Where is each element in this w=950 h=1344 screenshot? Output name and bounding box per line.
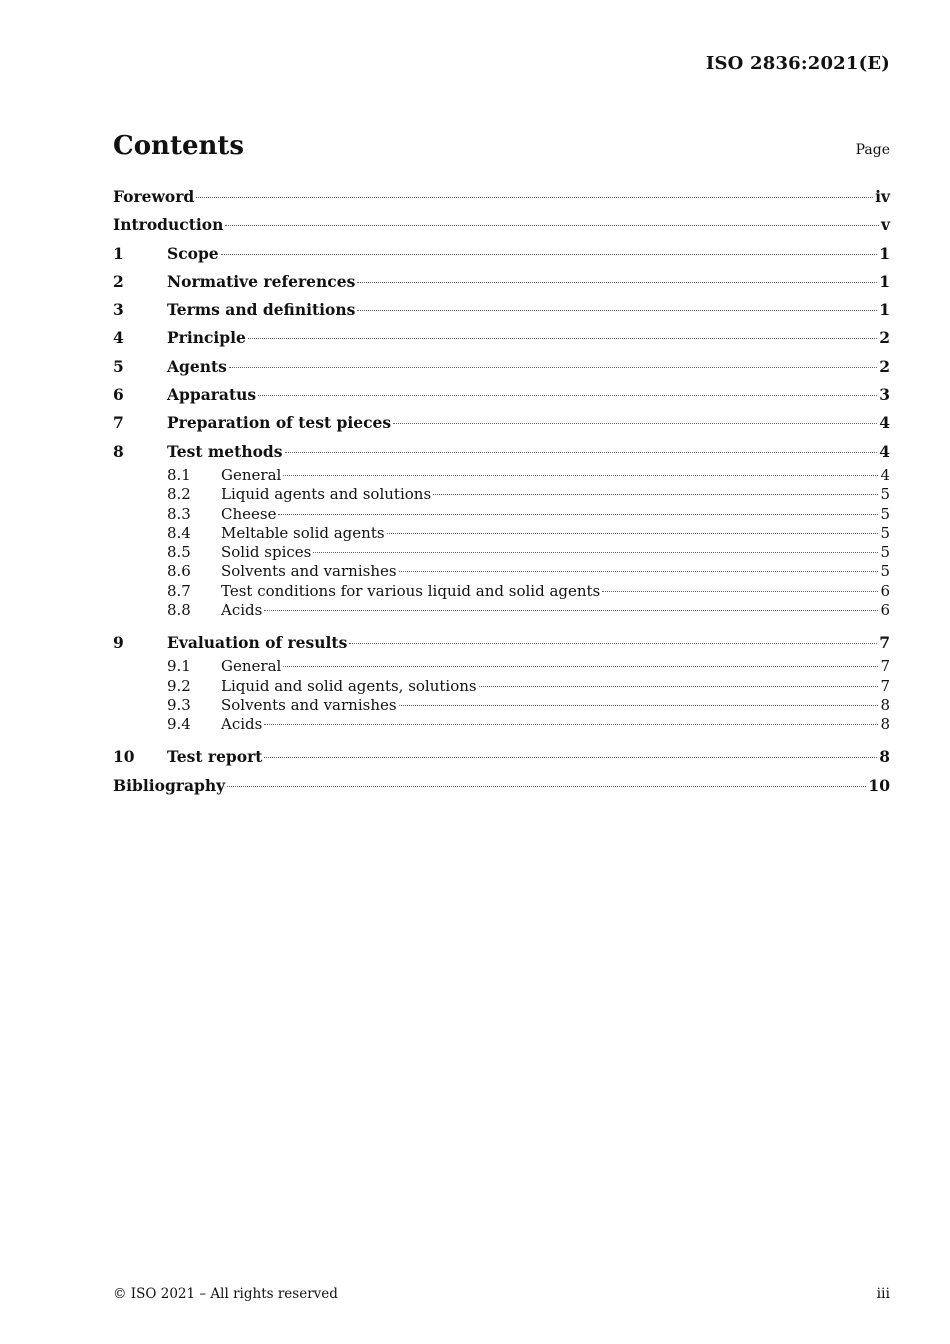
table-of-contents [113,183,890,800]
dot-leader [393,423,877,424]
dot-leader [227,786,866,787]
toc-entry-page: 1 [879,271,890,291]
toc-entry-number: 9.2 [167,676,191,695]
toc-entry-label: Evaluation of results [167,633,348,653]
toc-entry-label: General [221,657,282,676]
dot-leader [433,494,878,495]
toc-entry-number: 9.3 [167,695,191,714]
toc-entry-number: 10 [113,747,135,767]
toc-entry-number: 6 [113,385,124,405]
toc-entry-page: 10 [868,775,890,795]
toc-entry-page: 2 [879,356,890,376]
toc-entry-page: 7 [880,676,890,695]
toc-entry-page: 5 [880,504,890,523]
toc-entry[interactable] [113,353,890,381]
toc-entry-page: 8 [879,747,890,767]
toc-entry[interactable] [113,409,890,437]
toc-entry[interactable] [113,629,890,657]
page-number: iii [876,1286,890,1302]
toc-entry-label: Introduction [113,215,224,235]
toc-entry-label: Meltable solid agents [221,523,385,542]
dot-leader [248,338,877,339]
toc-entry[interactable] [113,211,890,239]
toc-subentry[interactable] [113,505,890,524]
toc-entry-number: 4 [113,328,124,348]
toc-entry-page: 1 [879,300,890,320]
toc-entry-number: 8.8 [167,601,191,620]
toc-entry-page: 6 [880,601,890,620]
toc-entry-page: 5 [880,485,890,504]
toc-subentry[interactable] [113,715,890,734]
toc-entry-label: Apparatus [167,385,257,405]
toc-entry-page: 2 [879,328,890,348]
toc-entry-number: 9.4 [167,715,191,734]
toc-entry-label: Test methods [167,441,283,461]
toc-entry-label: Preparation of test pieces [167,413,392,433]
dot-leader [357,282,877,283]
toc-entry-label: Cheese [221,504,277,523]
toc-entry[interactable] [113,438,890,466]
toc-entry-label: Agents [167,356,227,376]
toc-subentry[interactable] [113,657,890,676]
dot-leader [278,514,878,515]
dot-leader [283,666,878,667]
toc-entry-label: General [221,465,282,484]
toc-entry-page: 4 [879,441,890,461]
toc-entry[interactable] [113,772,890,800]
toc-entry-page: 3 [879,385,890,405]
toc-entry-label: Solvents and varnishes [221,562,397,581]
toc-entry-number: 1 [113,243,124,263]
dot-leader [399,571,879,572]
toc-entry-page: 8 [880,715,890,734]
toc-entry-number: 3 [113,300,124,320]
toc-entry-number: 8 [113,441,124,461]
toc-entry-label: Terms and definitions [167,300,356,320]
toc-entry-page: v [880,215,890,235]
toc-entry-number: 8.1 [167,465,191,484]
toc-entry-page: 7 [880,657,890,676]
toc-entry-page: iv [875,187,890,206]
toc-subentry[interactable] [113,582,890,601]
toc-entry-page: 7 [879,633,890,653]
dot-leader [602,591,878,592]
copyright-notice: © ISO 2021 – All rights reserved [113,1286,338,1302]
toc-entry-number: 8.2 [167,485,191,504]
toc-subentry[interactable] [113,601,890,620]
toc-subentry[interactable] [113,696,890,715]
toc-subentry[interactable] [113,466,890,485]
dot-leader [349,643,877,644]
toc-entry-number: 2 [113,271,124,291]
toc-entry-page: 5 [880,543,890,562]
dot-leader [258,395,877,396]
dot-leader [313,552,878,553]
toc-entry-label: Bibliography [113,775,226,795]
toc-entry[interactable] [113,324,890,352]
toc-entry-number: 7 [113,413,124,433]
dot-leader [357,310,877,311]
toc-entry[interactable] [113,743,890,771]
toc-entry[interactable] [113,381,890,409]
toc-entry-label: Scope [167,243,219,263]
dot-leader [221,254,878,255]
document-id: ISO 2836:2021(E) [705,53,890,74]
toc-subentry[interactable] [113,524,890,543]
toc-entry-label: Foreword [113,187,195,206]
toc-entry-number: 9.1 [167,657,191,676]
toc-entry-label: Solid spices [221,543,312,562]
toc-subentry[interactable] [113,562,890,581]
toc-entry-label: Acids [221,601,263,620]
dot-leader [285,452,878,453]
toc-subentry[interactable] [113,677,890,696]
toc-entry-page: 5 [880,523,890,542]
toc-entry-label: Solvents and varnishes [221,695,397,714]
toc-entry-number: 8.4 [167,523,191,542]
dot-leader [225,225,879,226]
dot-leader [196,197,873,198]
toc-entry-label: Normative references [167,271,356,291]
toc-entry-number: 9 [113,633,124,653]
dot-leader [264,724,878,725]
toc-entry-label: Liquid agents and solutions [221,485,432,504]
dot-leader [264,610,878,611]
toc-entry[interactable] [113,268,890,296]
toc-entry-label: Acids [221,715,263,734]
toc-entry-page: 5 [880,562,890,581]
dot-leader [229,367,877,368]
toc-entry-label: Principle [167,328,246,348]
toc-entry-page: 6 [880,581,890,600]
toc-entry[interactable] [113,296,890,324]
toc-entry-label: Test report [167,747,263,767]
dot-leader [399,705,879,706]
toc-entry-number: 8.6 [167,562,191,581]
toc-entry-number: 8.7 [167,581,191,600]
toc-entry-page: 8 [880,695,890,714]
toc-entry-number: 5 [113,356,124,376]
toc-entry-label: Test conditions for various liquid and solid agents [221,581,601,600]
toc-entry-page: 4 [879,413,890,433]
toc-entry[interactable] [113,240,890,268]
dot-leader [387,533,879,534]
toc-subentry[interactable] [113,543,890,562]
page-column-label: Page [855,142,890,158]
toc-entry-number: 8.5 [167,543,191,562]
page-title: Contents [113,131,245,161]
toc-entry-page: 4 [880,465,890,484]
toc-entry-number: 8.3 [167,504,191,523]
toc-entry[interactable] [113,183,890,211]
toc-subentry[interactable] [113,485,890,504]
toc-entry-label: Liquid and solid agents, solutions [221,676,477,695]
dot-leader [479,686,879,687]
dot-leader [264,757,877,758]
dot-leader [283,475,878,476]
toc-entry-page: 1 [879,243,890,263]
